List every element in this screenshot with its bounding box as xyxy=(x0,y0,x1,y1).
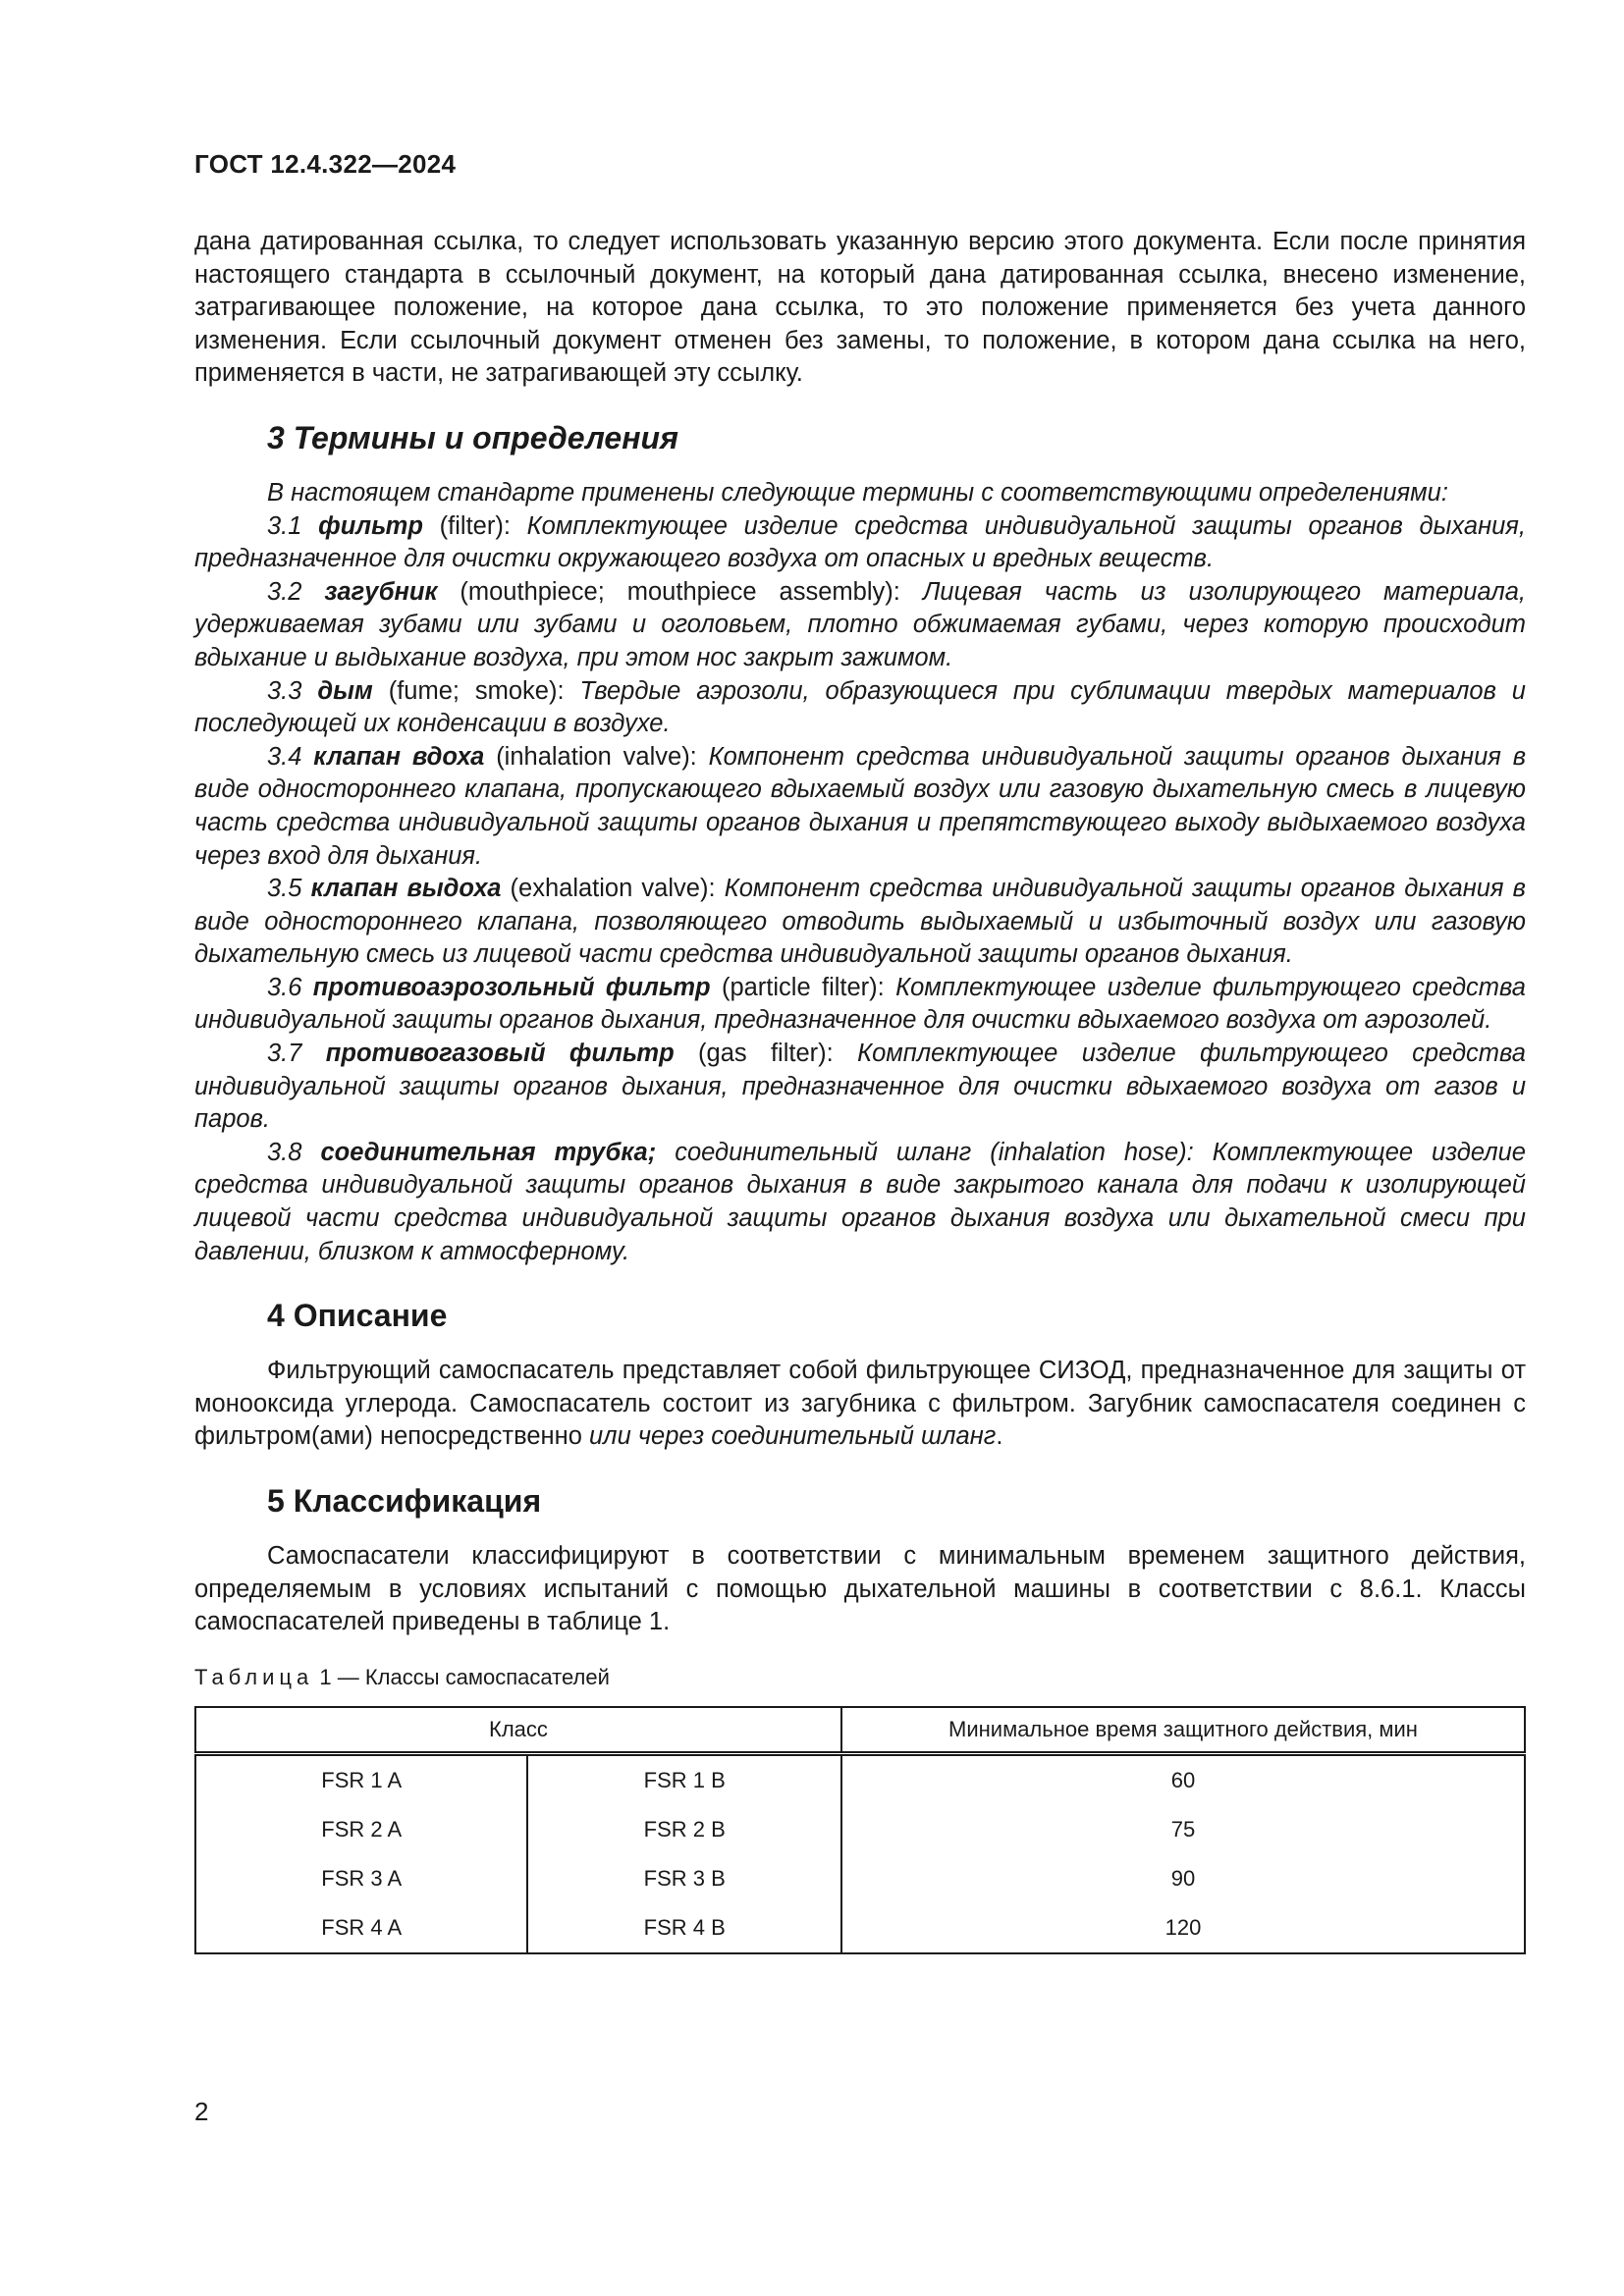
class-a-cell: FSR 1 A xyxy=(321,1767,403,1792)
page-content xyxy=(194,226,1526,1954)
class-b-cell: FSR 2 B xyxy=(527,1805,841,1854)
term-3-2: 3.2 загубник (mouthpiece; mouthpiece assembly): Лицевая часть из изолирующего материала, удерживаемая зубами или зубами и оголовьем, плотно обжимаемая губами, через которую происходит вдыхание и выдыхание воздуха, при этом нос закрыт зажимом. xyxy=(194,577,1526,671)
class-a-cell: FSR 4 A xyxy=(321,1914,403,1940)
term-title: клапан выдоха xyxy=(310,875,502,903)
term-3-6: 3.6 противоаэрозольный фильтр (particle filter): Комплектующее изделие фильтрующего средства индивидуальной защиты органов дыхания, предназначенное для очистки вдыхаемого воздуха от аэрозолей. xyxy=(194,973,1526,1035)
term-title: дым xyxy=(317,676,373,705)
section-3-intro: В настоящем стандарте применены следующие термины с соответствующими определениями: xyxy=(267,478,1448,507)
table-row xyxy=(195,1805,1525,1854)
term-title: клапан вдоха xyxy=(313,742,485,771)
class-a-cell: FSR 3 A xyxy=(321,1865,403,1891)
time-cell: 90 xyxy=(841,1854,1525,1903)
section-4-text: Фильтрующий самоспасатель представляет собой фильтрующее СИЗОД, предназначенное для защиты от монооксида углерода. Самоспасатель состоит из загубника с фильтром. Загубник самоспасателя соединен с фильтром(ами) непосредственно или через соединительный шланг. xyxy=(194,1357,1526,1451)
table-row xyxy=(195,1903,1525,1953)
term-3-3: 3.3 дым (fume; smoke): Твердые аэрозоли, образующиеся при сублимации твердых материалов и последующей их конденсации в воздухе. xyxy=(194,676,1526,738)
term-3-4: 3.4 клапан вдоха (inhalation valve): Компонент средства индивидуальной защиты органов дыхания в виде одностороннего клапана, пропускающего вдыхаемый воздух или газовую дыхательную смесь в лицевую часть средства индивидуальной защиты органов дыхания и препятствующего выходу выдыхаемого воздуха через вход для дыхания. xyxy=(194,742,1527,870)
time-cell: 75 xyxy=(841,1805,1525,1854)
column-header-class: Класс xyxy=(489,1716,548,1741)
time-cell: 120 xyxy=(841,1903,1525,1953)
term-title: фильтр xyxy=(318,511,423,540)
page-number: 2 xyxy=(194,2097,209,2126)
document-code-header: ГОСТ 12.4.322—2024 xyxy=(194,149,457,179)
table-1 xyxy=(194,1706,1526,1954)
class-b-cell: FSR 3 B xyxy=(527,1854,841,1903)
class-b-cell: FSR 1 B xyxy=(527,1753,841,1805)
table-1-caption: Таблица 1 — Классы самоспасателей xyxy=(194,1664,610,1689)
section-4-heading: 4 Описание xyxy=(267,1298,448,1334)
section-3-heading: 3 Термины и определения xyxy=(267,419,678,455)
term-title: противогазовый фильтр xyxy=(325,1040,675,1068)
term-3-5: 3.5 клапан выдоха (exhalation valve): Компонент средства индивидуальной защиты органов дыхания в виде одностороннего клапана, позволяющего отводить выдыхаемый и избыточный воздух или газовую дыхательную смесь из лицевой части средства индивидуальной защиты органов дыхания. xyxy=(194,875,1526,969)
term-title: загубник xyxy=(324,577,438,606)
section-5-heading: 5 Классификация xyxy=(267,1483,542,1519)
term-title: противоаэрозольный фильтр xyxy=(312,973,711,1001)
table-row xyxy=(195,1854,1525,1903)
time-cell: 60 xyxy=(841,1753,1525,1805)
term-3-1: 3.1 фильтр (filter): Комплектующее изделие средства индивидуальной защиты органов дыхания, предназначенное для очистки окружающего воздуха от опасных и вредных веществ. xyxy=(194,511,1526,573)
term-3-8: 3.8 соединительная трубка; соединительный шланг (inhalation hose): Комплектующее изделие средства индивидуальной защиты органов дыхания в виде закрытого канала для подачи к изолирующей лицевой части средства индивидуальной защиты органов дыхания воздуха или дыхательной смеси при давлении, близком к атмосферному. xyxy=(194,1138,1526,1265)
section-5-text: Самоспасатели классифицируют в соответствии с минимальным временем защитного действия, определяемым в условиях испытаний с помощью дыхательной машины в соответствии с 8.6.1. Классы самоспасателей приведены в таблице 1. xyxy=(194,1542,1526,1636)
term-3-7: 3.7 противогазовый фильтр (gas filter): Комплектующее изделие фильтрующего средства индивидуальной защиты органов дыхания, предназначенное для очистки вдыхаемого воздуха от газов и паров. xyxy=(194,1040,1526,1134)
class-a-cell: FSR 2 A xyxy=(321,1816,403,1842)
class-b-cell: FSR 4 B xyxy=(527,1903,841,1953)
table-row xyxy=(195,1753,1525,1805)
intro-paragraph: дана датированная ссылка, то следует использовать указанную версию этого документа. Если после принятия настоящего стандарта в ссылочный документ, на который дана датированная ссылка, внесено изменение, затрагивающее положение, на которое дана ссылка, то это положение применяется без учета данного изменения. Если ссылочный документ отменен без замены, то положение, в котором дана ссылка на него, применяется в части, не затрагивающей эту ссылку. xyxy=(194,228,1526,388)
term-title: соединительная трубка; xyxy=(320,1138,657,1166)
column-header-time: Минимальное время защитного действия, мин xyxy=(841,1707,1525,1754)
table-header-row xyxy=(195,1707,1525,1754)
